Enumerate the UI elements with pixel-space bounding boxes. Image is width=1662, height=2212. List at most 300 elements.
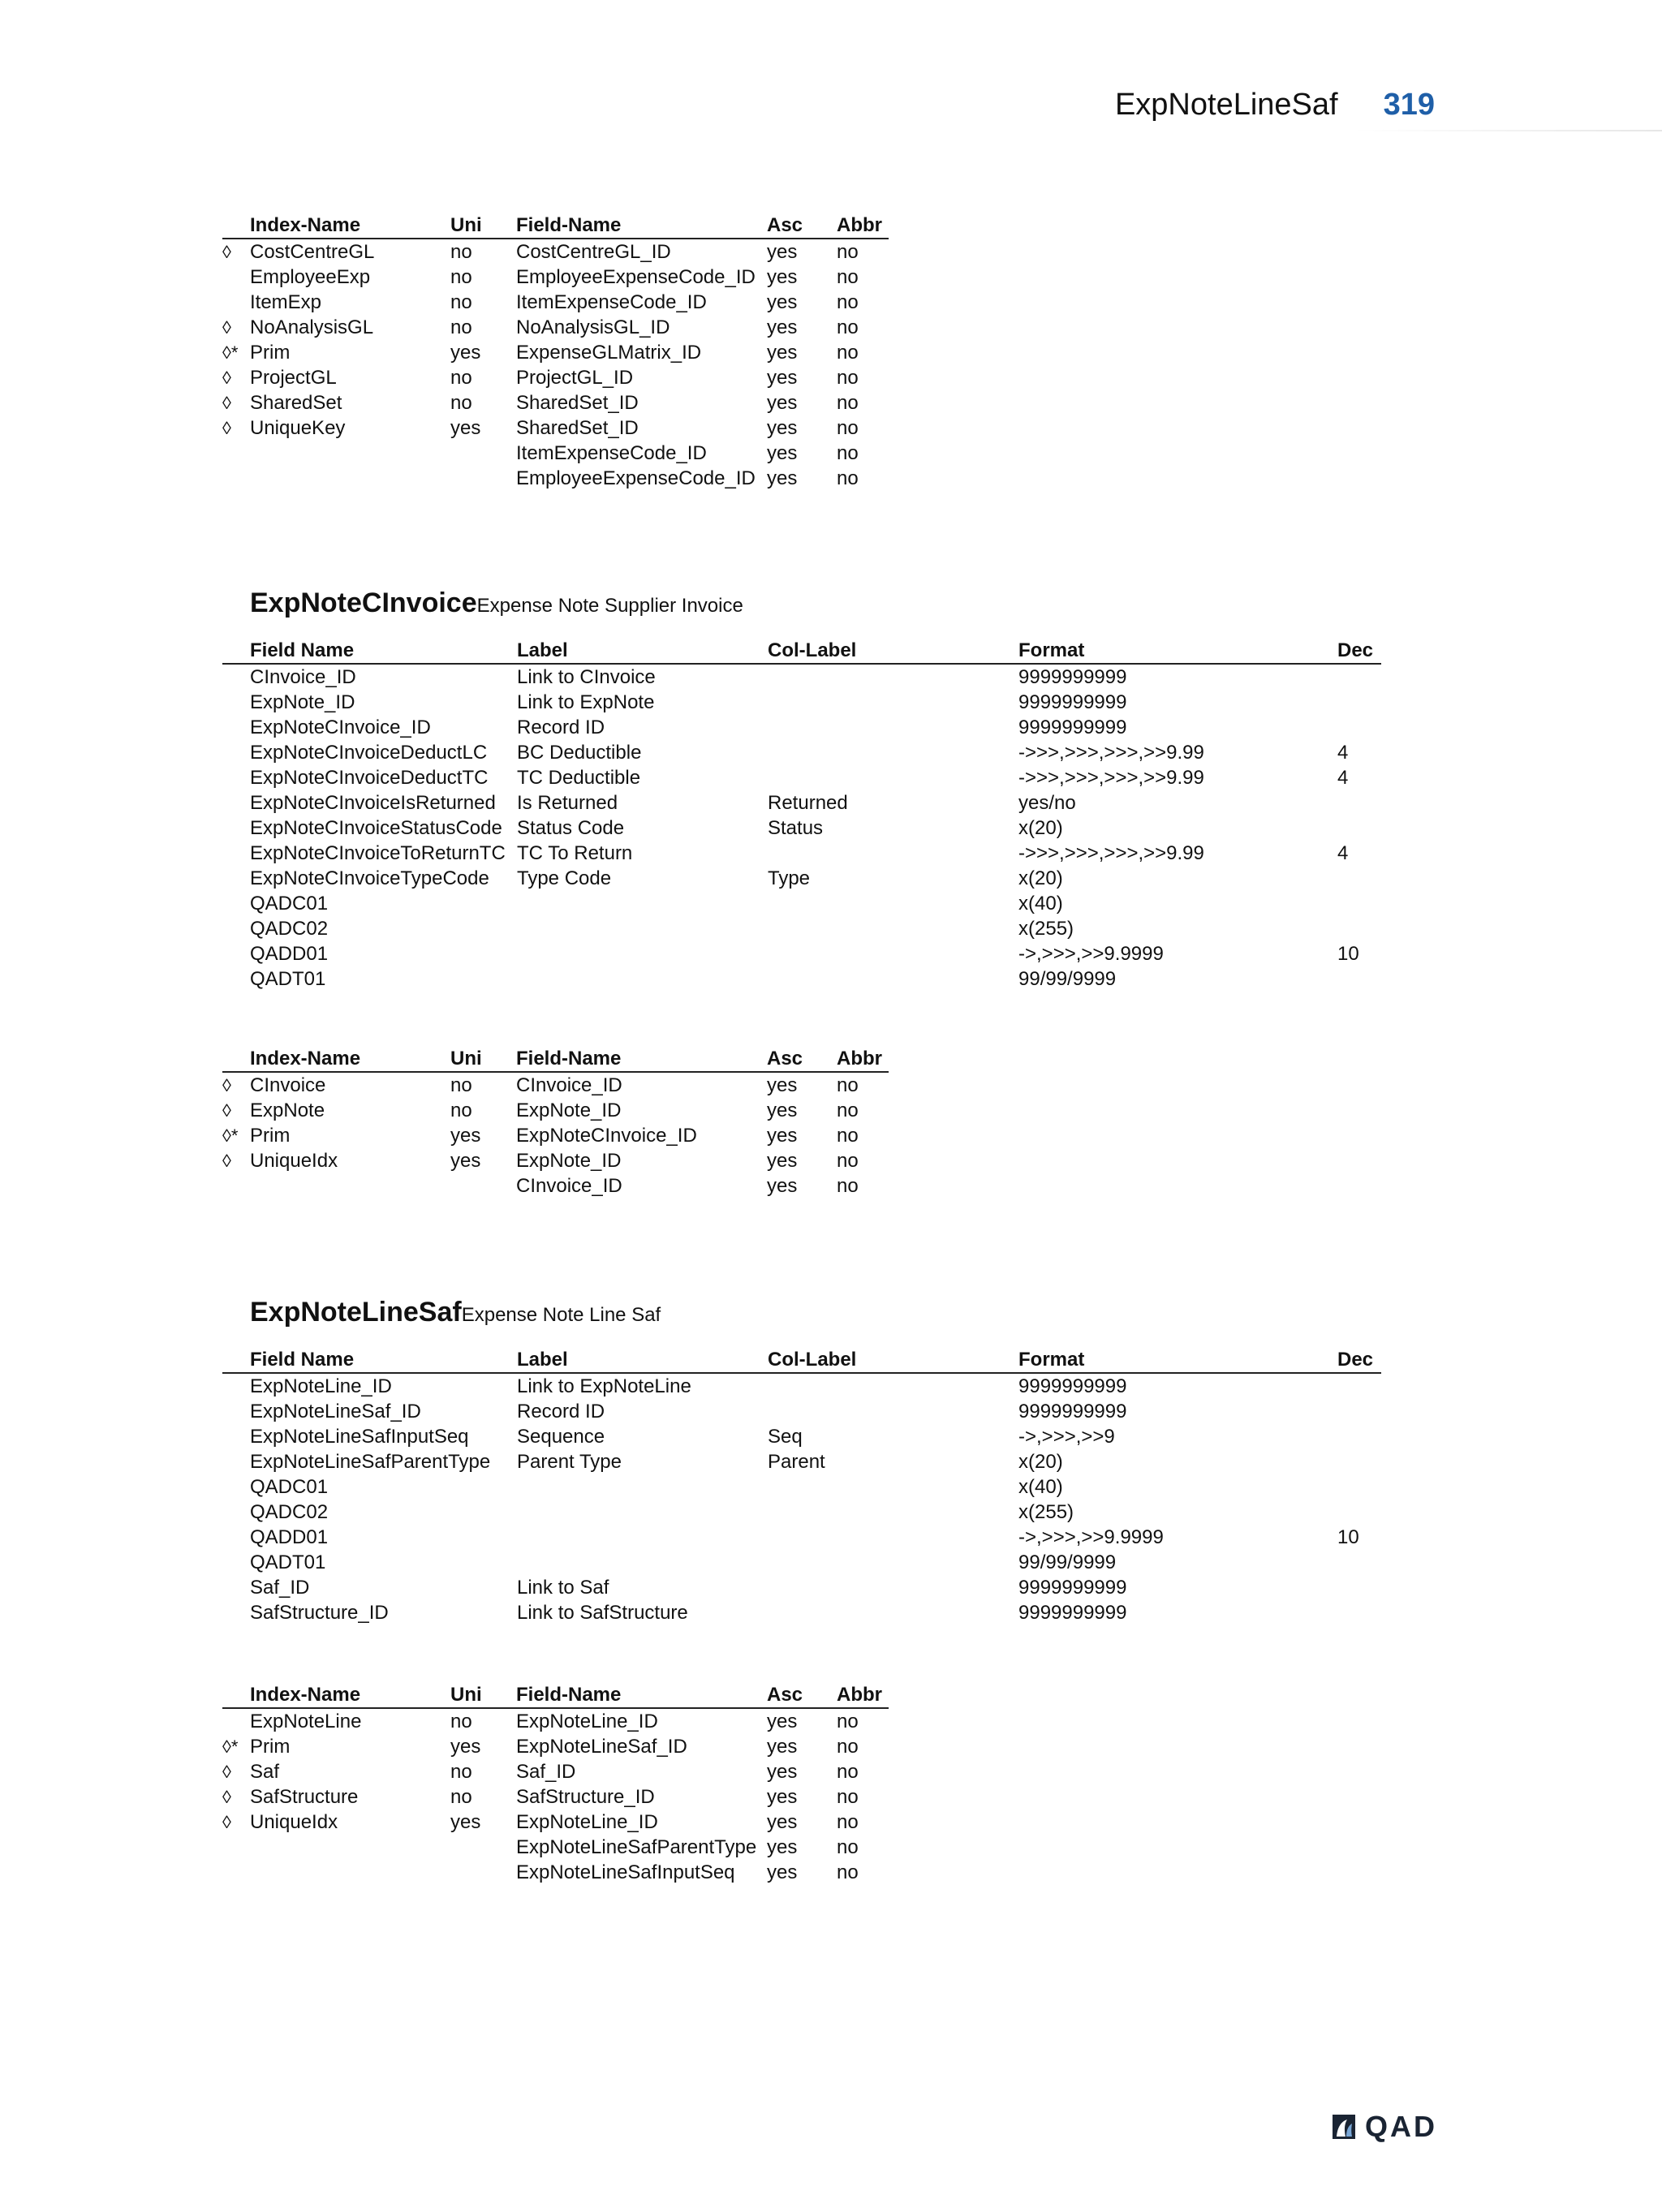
field-marker <box>222 816 250 841</box>
dec-cell <box>1337 916 1381 941</box>
index-name-cell: ExpNote <box>250 1100 325 1121</box>
field-marker <box>222 866 250 891</box>
field-name-cell: SafStructure_ID <box>516 1786 655 1808</box>
field-marker <box>222 1449 250 1474</box>
format-cell: 9999999999 <box>1018 691 1127 713</box>
abbr-cell: no <box>837 1175 859 1197</box>
field-name-cell: EmployeeExpenseCode_ID <box>516 266 756 288</box>
asc-cell: yes <box>767 1761 798 1783</box>
field-name-cell: ExpNote_ID <box>516 1100 622 1121</box>
label-cell: Status Code <box>517 817 625 839</box>
label-cell: BC Deductible <box>517 742 642 764</box>
index-name-cell <box>250 1860 450 1885</box>
table-title-expnotelinesaf <box>250 1297 661 1328</box>
col-uni: Uni <box>450 1046 516 1072</box>
index-name-cell <box>250 466 450 491</box>
dec-cell: 4 <box>1337 742 1349 764</box>
uni-cell: no <box>450 392 472 414</box>
table-description: Expense Note Supplier Invoice <box>476 595 743 617</box>
index-marker <box>222 1860 250 1885</box>
field-name-cell: Saf_ID <box>250 1577 310 1599</box>
abbr-cell: no <box>837 1150 859 1172</box>
label-cell: Link to ExpNote <box>517 691 655 713</box>
index-marker: ◊ <box>222 1100 231 1121</box>
table-row <box>222 441 889 466</box>
table-row <box>222 1784 889 1810</box>
col-label-cell <box>768 690 1018 715</box>
index-marker: ◊ <box>222 1151 231 1171</box>
table-row <box>222 1525 1381 1550</box>
uni-cell <box>450 1860 516 1885</box>
col-label-cell <box>768 1525 1018 1550</box>
asc-cell: yes <box>767 442 798 464</box>
field-name-cell: SafStructure_ID <box>250 1602 389 1624</box>
index-marker <box>222 290 250 315</box>
field-marker-header <box>222 638 250 664</box>
table-row <box>222 1810 889 1835</box>
field-name-cell: ItemExpenseCode_ID <box>516 291 707 313</box>
field-marker <box>222 765 250 790</box>
table-row <box>222 916 1381 941</box>
field-table-expnotelinesaf <box>222 1347 1381 1625</box>
uni-cell <box>450 1835 516 1860</box>
col-label: Label <box>517 1347 768 1373</box>
table-row <box>222 1860 889 1885</box>
col-label-cell <box>768 941 1018 966</box>
abbr-cell: no <box>837 417 859 439</box>
uni-cell: yes <box>450 342 481 364</box>
asc-cell: yes <box>767 241 798 263</box>
label-cell: Link to Saf <box>517 1577 609 1599</box>
index-marker-header <box>222 1046 250 1072</box>
page-header <box>1115 88 1435 123</box>
field-marker <box>222 891 250 916</box>
uni-cell <box>450 466 516 491</box>
field-name-cell: ExpNoteCInvoiceDeductLC <box>250 742 488 764</box>
dec-cell: 4 <box>1337 767 1349 789</box>
field-name-cell: ExpNoteCInvoice_ID <box>250 717 431 738</box>
dec-cell <box>1337 715 1381 740</box>
index-table-header-row <box>222 1046 889 1072</box>
col-format: Format <box>1018 1347 1337 1373</box>
index-table-expnotelinesaf <box>222 1682 889 1885</box>
col-col-label: Col-Label <box>768 638 1018 664</box>
index-name-cell: NoAnalysisGL <box>250 316 374 338</box>
format-cell: x(20) <box>1018 817 1063 839</box>
index-marker: ◊ <box>222 1075 231 1095</box>
col-index-name: Index-Name <box>250 1046 450 1072</box>
asc-cell: yes <box>767 342 798 364</box>
col-col-label: Col-Label <box>768 1347 1018 1373</box>
field-marker <box>222 690 250 715</box>
col-label: Label <box>517 638 768 664</box>
dec-cell <box>1337 816 1381 841</box>
col-label-cell <box>768 966 1018 992</box>
field-marker <box>222 1373 250 1399</box>
table-row <box>222 740 1381 765</box>
field-name-cell: QADC01 <box>250 1476 329 1498</box>
col-label-cell <box>768 891 1018 916</box>
uni-cell: no <box>450 1786 472 1808</box>
field-name-cell: QADD01 <box>250 943 329 965</box>
field-marker <box>222 715 250 740</box>
field-name-cell: ExpNoteCInvoiceStatusCode <box>250 817 502 839</box>
uni-cell: yes <box>450 417 481 439</box>
field-name-cell: ExpNoteLineSafInputSeq <box>516 1861 735 1883</box>
field-marker <box>222 941 250 966</box>
uni-cell: no <box>450 316 472 338</box>
col-label-cell <box>768 1399 1018 1424</box>
format-cell: x(255) <box>1018 1501 1074 1523</box>
field-name-cell: QADC02 <box>250 918 329 940</box>
col-label-cell: Type <box>768 867 811 889</box>
asc-cell: yes <box>767 1100 798 1121</box>
field-name-cell: QADT01 <box>250 968 326 990</box>
label-cell: TC To Return <box>517 842 633 864</box>
index-marker <box>222 466 250 491</box>
asc-cell: yes <box>767 1175 798 1197</box>
uni-cell: no <box>450 1761 472 1783</box>
field-marker <box>222 1600 250 1625</box>
dec-cell <box>1337 664 1381 690</box>
table-row <box>222 1148 889 1173</box>
index-name-cell: UniqueKey <box>250 417 346 439</box>
field-marker <box>222 740 250 765</box>
dec-cell: 4 <box>1337 842 1349 864</box>
label-cell: TC Deductible <box>517 767 641 789</box>
label-cell: Sequence <box>517 1426 605 1448</box>
format-cell: 9999999999 <box>1018 1401 1127 1422</box>
field-name-cell: ExpNoteCInvoiceTypeCode <box>250 867 489 889</box>
format-cell: 9999999999 <box>1018 1577 1127 1599</box>
abbr-cell: no <box>837 342 859 364</box>
field-name-cell: EmployeeExpenseCode_ID <box>516 467 756 489</box>
field-name-cell: ExpNote_ID <box>250 691 355 713</box>
asc-cell: yes <box>767 417 798 439</box>
abbr-cell: no <box>837 1786 859 1808</box>
abbr-cell: no <box>837 1711 859 1732</box>
col-label-cell: Returned <box>768 792 848 814</box>
index-table-header-row <box>222 1682 889 1708</box>
col-label-cell <box>768 740 1018 765</box>
label-cell <box>517 1550 768 1575</box>
format-cell: ->>>,>>>,>>>,>>9.99 <box>1018 742 1204 764</box>
col-field-name: Field-Name <box>516 213 767 239</box>
col-asc: Asc <box>767 1682 837 1708</box>
col-label-cell: Status <box>768 817 824 839</box>
index-name-cell <box>250 441 450 466</box>
qad-logo-icon <box>1329 2113 1358 2141</box>
table-row <box>222 1600 1381 1625</box>
label-cell: Link to SafStructure <box>517 1602 688 1624</box>
field-marker <box>222 966 250 992</box>
col-format: Format <box>1018 638 1337 664</box>
label-cell: Is Returned <box>517 792 618 814</box>
table-row <box>222 790 1381 816</box>
uni-cell: yes <box>450 1150 481 1172</box>
dec-cell <box>1337 966 1381 992</box>
index-marker <box>222 1835 250 1860</box>
field-name-cell: ExpNoteLine_ID <box>516 1811 658 1833</box>
field-name-cell: ExpNoteCInvoiceToReturnTC <box>250 842 506 864</box>
field-marker-header <box>222 1347 250 1373</box>
index-name-cell: Prim <box>250 1125 291 1147</box>
index-name-cell: Prim <box>250 1736 291 1758</box>
uni-cell: no <box>450 291 472 313</box>
asc-cell: yes <box>767 291 798 313</box>
field-name-cell: NoAnalysisGL_ID <box>516 316 670 338</box>
table-row <box>222 715 1381 740</box>
field-name-cell: CInvoice_ID <box>516 1175 622 1197</box>
abbr-cell: no <box>837 392 859 414</box>
dec-cell <box>1337 1575 1381 1600</box>
format-cell: 99/99/9999 <box>1018 968 1117 990</box>
index-marker: ◊ <box>222 368 231 388</box>
table-row <box>222 1550 1381 1575</box>
table-row <box>222 390 889 415</box>
field-name-cell: ExpNoteCInvoiceDeductTC <box>250 767 489 789</box>
table-row <box>222 690 1381 715</box>
dec-cell <box>1337 866 1381 891</box>
dec-cell <box>1337 690 1381 715</box>
table-description: Expense Note Line Saf <box>461 1304 661 1326</box>
index-name-cell: CInvoice <box>250 1074 326 1096</box>
field-marker <box>222 664 250 690</box>
asc-cell: yes <box>767 1811 798 1833</box>
col-asc: Asc <box>767 1046 837 1072</box>
format-cell: ->>>,>>>,>>>,>>9.99 <box>1018 767 1204 789</box>
label-cell: Record ID <box>517 1401 605 1422</box>
field-marker <box>222 1500 250 1525</box>
col-label-cell <box>768 664 1018 690</box>
field-name-cell: SharedSet_ID <box>516 392 639 414</box>
index-name-cell: UniqueIdx <box>250 1811 338 1833</box>
abbr-cell: no <box>837 367 859 389</box>
field-marker <box>222 916 250 941</box>
field-marker <box>222 1525 250 1550</box>
field-name-cell: CInvoice_ID <box>250 666 356 688</box>
format-cell: x(40) <box>1018 893 1063 914</box>
qad-logo-text: QAD <box>1365 2110 1437 2143</box>
dec-cell <box>1337 1373 1381 1399</box>
field-name-cell: ExpNoteLineSaf_ID <box>250 1401 421 1422</box>
table-row <box>222 315 889 340</box>
col-index-name: Index-Name <box>250 1682 450 1708</box>
dec-cell <box>1337 1449 1381 1474</box>
table-row <box>222 1449 1381 1474</box>
asc-cell: yes <box>767 392 798 414</box>
field-name-cell: ExpNoteCInvoice_ID <box>516 1125 697 1147</box>
index-name-cell: ExpNoteLine <box>250 1711 362 1732</box>
label-cell <box>517 1525 768 1550</box>
dec-cell <box>1337 891 1381 916</box>
page-number: 319 <box>1383 88 1435 122</box>
field-name-cell: QADD01 <box>250 1526 329 1548</box>
index-name-cell: CostCentreGL <box>250 241 375 263</box>
index-marker: ◊* <box>222 1736 239 1757</box>
col-abbr: Abbr <box>837 1046 889 1072</box>
qad-logo <box>1329 2110 1437 2144</box>
col-label-cell <box>768 1373 1018 1399</box>
field-name-cell: CInvoice_ID <box>516 1074 622 1096</box>
uni-cell: no <box>450 1711 472 1732</box>
col-label-cell <box>768 1550 1018 1575</box>
col-label-cell <box>768 1474 1018 1500</box>
index-marker: ◊* <box>222 1125 239 1146</box>
uni-cell: yes <box>450 1125 481 1147</box>
field-name-cell: ExpNoteLineSafParentType <box>516 1836 757 1858</box>
format-cell: 9999999999 <box>1018 717 1127 738</box>
uni-cell <box>450 1173 516 1199</box>
format-cell: 99/99/9999 <box>1018 1551 1117 1573</box>
index-marker: ◊ <box>222 317 231 338</box>
field-name-cell: CostCentreGL_ID <box>516 241 671 263</box>
format-cell: ->,>>>,>>9.9999 <box>1018 1526 1164 1548</box>
table-row <box>222 415 889 441</box>
table-row <box>222 239 889 265</box>
table-row <box>222 966 1381 992</box>
format-cell: ->,>>>,>>9.9999 <box>1018 943 1164 965</box>
col-label-cell <box>768 841 1018 866</box>
table-row <box>222 841 1381 866</box>
asc-cell: yes <box>767 1125 798 1147</box>
index-table-expense-gl-matrix <box>222 213 889 491</box>
table-row <box>222 365 889 390</box>
uni-cell: no <box>450 241 472 263</box>
field-name-cell: ItemExpenseCode_ID <box>516 442 707 464</box>
table-title-expnotecinvoice <box>250 587 743 619</box>
field-marker <box>222 790 250 816</box>
col-label-cell <box>768 1500 1018 1525</box>
index-name-cell: SafStructure <box>250 1786 359 1808</box>
field-name-cell: ExpNoteLineSaf_ID <box>516 1736 687 1758</box>
field-marker <box>222 1474 250 1500</box>
field-table-header-row <box>222 1347 1381 1373</box>
table-row <box>222 816 1381 841</box>
field-name-cell: Saf_ID <box>516 1761 576 1783</box>
col-field-name: Field Name <box>250 638 517 664</box>
col-index-name: Index-Name <box>250 213 450 239</box>
uni-cell: no <box>450 367 472 389</box>
uni-cell: no <box>450 266 472 288</box>
dec-cell <box>1337 1600 1381 1625</box>
col-label-cell <box>768 916 1018 941</box>
index-name-cell <box>250 1173 450 1199</box>
index-marker: ◊ <box>222 1787 231 1807</box>
index-name-cell: UniqueIdx <box>250 1150 338 1172</box>
abbr-cell: no <box>837 1761 859 1783</box>
asc-cell: yes <box>767 1711 798 1732</box>
table-row <box>222 1575 1381 1600</box>
label-cell <box>517 891 768 916</box>
abbr-cell: no <box>837 1811 859 1833</box>
asc-cell: yes <box>767 1861 798 1883</box>
dec-cell: 10 <box>1337 1526 1359 1548</box>
table-row <box>222 340 889 365</box>
abbr-cell: no <box>837 266 859 288</box>
field-name-cell: ExpNoteLine_ID <box>516 1711 658 1732</box>
asc-cell: yes <box>767 1736 798 1758</box>
table-row <box>222 1500 1381 1525</box>
field-name-cell: QADC01 <box>250 893 329 914</box>
index-name-cell: ProjectGL <box>250 367 337 389</box>
uni-cell: yes <box>450 1811 481 1833</box>
index-marker <box>222 441 250 466</box>
field-name-cell: ExpNoteCInvoiceIsReturned <box>250 792 496 814</box>
index-name-cell: SharedSet <box>250 392 342 414</box>
col-label-cell <box>768 715 1018 740</box>
table-row <box>222 1373 1381 1399</box>
format-cell: 9999999999 <box>1018 666 1127 688</box>
field-name-cell: ExpNote_ID <box>516 1150 622 1172</box>
label-cell <box>517 916 768 941</box>
table-name: ExpNoteCInvoice <box>250 587 477 618</box>
table-row <box>222 1835 889 1860</box>
table-row <box>222 891 1381 916</box>
col-abbr: Abbr <box>837 213 889 239</box>
label-cell: Link to CInvoice <box>517 666 656 688</box>
field-table-expnotecinvoice <box>222 638 1381 992</box>
table-row <box>222 265 889 290</box>
index-name-cell <box>250 1835 450 1860</box>
col-dec: Dec <box>1337 638 1381 664</box>
label-cell: Type Code <box>517 867 612 889</box>
field-table-header-row <box>222 638 1381 664</box>
index-marker: ◊ <box>222 393 231 413</box>
header-rule <box>1354 130 1662 131</box>
index-marker: ◊ <box>222 1812 231 1832</box>
index-name-cell: Saf <box>250 1761 280 1783</box>
field-name-cell: ExpNoteLineSafParentType <box>250 1451 491 1473</box>
col-abbr: Abbr <box>837 1682 889 1708</box>
uni-cell: no <box>450 1074 472 1096</box>
format-cell: x(40) <box>1018 1476 1063 1498</box>
label-cell: Link to ExpNoteLine <box>517 1375 691 1397</box>
abbr-cell: no <box>837 1074 859 1096</box>
dec-cell <box>1337 1474 1381 1500</box>
col-asc: Asc <box>767 213 837 239</box>
index-marker <box>222 1708 250 1734</box>
index-name-cell: ItemExp <box>250 291 322 313</box>
label-cell: Record ID <box>517 717 605 738</box>
table-row <box>222 290 889 315</box>
table-row <box>222 1173 889 1199</box>
dec-cell <box>1337 790 1381 816</box>
field-marker <box>222 841 250 866</box>
asc-cell: yes <box>767 467 798 489</box>
table-name: ExpNoteLineSaf <box>250 1297 462 1328</box>
field-marker <box>222 1575 250 1600</box>
index-marker: ◊ <box>222 242 231 262</box>
table-row <box>222 765 1381 790</box>
asc-cell: yes <box>767 266 798 288</box>
table-row <box>222 466 889 491</box>
table-row <box>222 664 1381 690</box>
field-name-cell: ExpenseGLMatrix_ID <box>516 342 702 364</box>
table-row <box>222 1098 889 1123</box>
index-marker <box>222 265 250 290</box>
col-field-name: Field-Name <box>516 1682 767 1708</box>
index-marker: ◊* <box>222 342 239 363</box>
col-label-cell <box>768 1600 1018 1625</box>
uni-cell: no <box>450 1100 472 1121</box>
field-marker <box>222 1550 250 1575</box>
field-name-cell: QADC02 <box>250 1501 329 1523</box>
asc-cell: yes <box>767 367 798 389</box>
abbr-cell: no <box>837 1100 859 1121</box>
index-marker: ◊ <box>222 1762 231 1782</box>
label-cell: Parent Type <box>517 1451 622 1473</box>
